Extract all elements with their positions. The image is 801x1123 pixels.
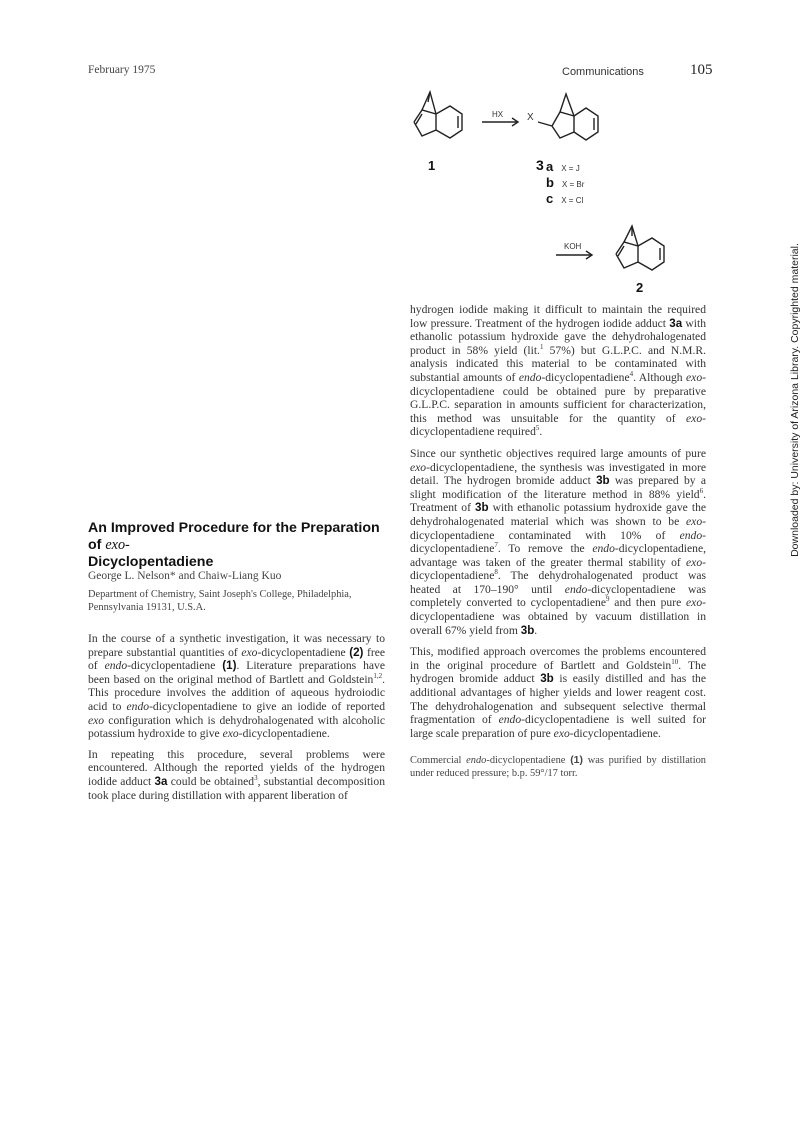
article-title: An Improved Procedure for the Preparation of exo- Dicyclopentadiene xyxy=(88,520,380,570)
variant-c: c X = Cl xyxy=(546,191,584,206)
paragraph-1: In the course of a synthetic investigation, it was necessary to prepare substantial quantities of exo-dicyclopentadiene (2) free of endo-dicyclopentadiene (1). Literature preparations have been based on the original method of Bartlett and Goldstein$^{1,2}$. This procedure involves the addition of aqueous hydroiodic acid to endo-dicyclopentadiene to give an iodide of reported exo configuration which is dehydrohalogenated with alcoholic potassium hydroxide to give exo-dicyclopentadiene. xyxy=(88,632,385,741)
download-notice: Downloaded by: University of Arizona Library. Copyrighted material. xyxy=(789,243,801,557)
variant-b: b X = Br xyxy=(546,175,585,190)
paragraph-5: This, modified approach overcomes the problems encountered in the original procedure of Bartlett and Goldstein$^{10}$. The hydrogen bromide adduct 3b is easily distilled and has the additional advantages of higher yields and lower reagent cost. The dehydrohalogenation and subsequent selective thermal fragmentation of endo-dicyclopentadiene is well suited for large scale preparation of pure exo-dicyclopentadiene. xyxy=(410,645,707,740)
variant-a: a X = J xyxy=(546,159,580,174)
label-compound-1: 1 xyxy=(428,158,436,173)
authors: George L. Nelson* and Chaiw-Liang Kuo xyxy=(88,570,282,582)
substituent-x: X xyxy=(527,112,534,123)
affiliation: Department of Chemistry, Saint Joseph's College, Philadelphia, Pennsylvania 19131, U.S.A. xyxy=(88,589,352,613)
reagent-koh: KOH xyxy=(564,242,582,251)
page-number: 105 xyxy=(690,62,713,78)
paragraph-3: hydrogen iodide making it difficult to maintain the required low pressure. Treatment of the hydrogen iodide adduct 3a with ethanolic potassium hydroxide gave the dehydrohalogenated product in 58% yield (lit.$^1$ 57%) but G.L.P.C. and N.M.R. analysis indicated this material to be contaminated with substantial amounts of endo-dicyclopentadiene$^4$. Although exo-dicyclopentadiene could be obtained pure by preparative G.L.P.C. separation in amounts sufficient for characterization, this method was unsuitable for the quantity of exo-dicyclopentadiene required$^5$. xyxy=(410,303,706,439)
paragraph-4: Since our synthetic objectives required large amounts of pure exo-dicyclopentadiene, the synthesis was investigated in more detail. The hydrogen bromide adduct 3b was prepared by a slight modification of the literature method in 88% yield$^6$. Treatment of 3b with ethanolic potassium hydroxide gave the dehydrohalogenated material which was shown to be exo-dicyclopentadiene contaminated with 10% of endo-dicyclopentadiene$^7$. To remove the endo-dicyclopentadiene, advantage was taken of the greater thermal stability of exo-dicyclopentadiene$^8$. The dehydrohalogenated product was heated at 170–190° until endo-dicyclopentadiene was completely converted to cyclopentadiene$^9$ and then pure exo-dicyclopentadiene was obtained by vacuum distillation in overall 67% yield from 3b. xyxy=(410,446,707,637)
reagent-hx: HX xyxy=(492,110,504,119)
right-column-body xyxy=(410,303,706,780)
label-compound-3: 3 xyxy=(536,157,544,173)
label-compound-2: 2 xyxy=(636,280,644,295)
left-column-body xyxy=(88,632,385,802)
variant-list xyxy=(546,158,584,206)
running-date: February 1975 xyxy=(88,64,156,76)
reaction-scheme xyxy=(400,80,730,300)
running-section: Communications xyxy=(562,66,644,78)
experimental-note: Commercial endo-dicyclopentadiene (1) was purified by distillation under reduced pressure; b.p. 59°/17 torr. xyxy=(410,755,706,780)
paragraph-2: In repeating this procedure, several problems were encountered. Although the reported yields of the hydrogen iodide adduct 3a could be obtained$^3$, substantial decomposition took place during distillation with apparent liberation of xyxy=(88,747,385,802)
